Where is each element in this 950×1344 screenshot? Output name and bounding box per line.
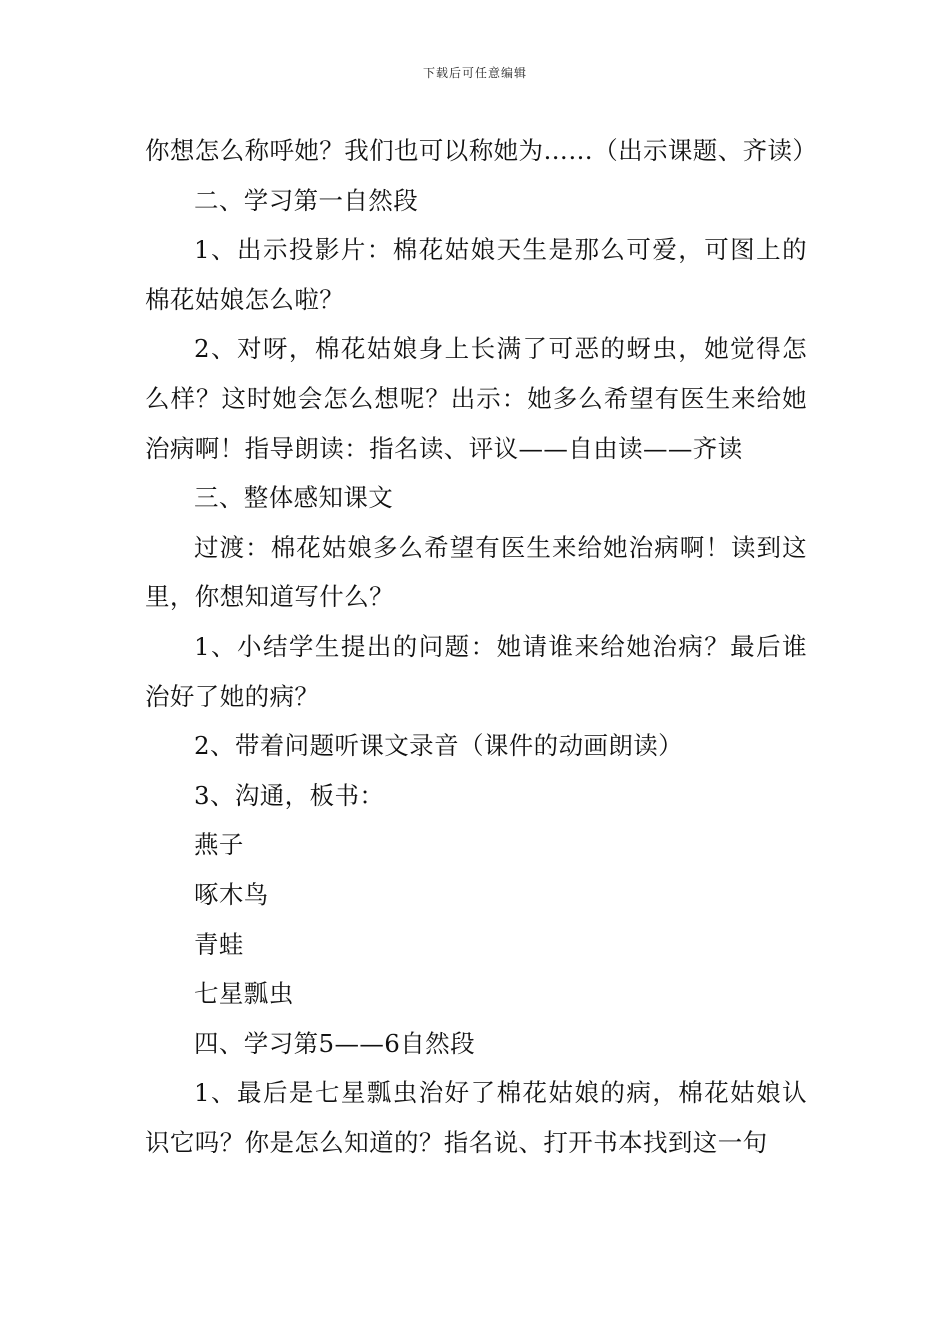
paragraph-transition: 过渡：棉花姑娘多么希望有医生来给她治病啊！读到这里，你想知道写什么？ (145, 532, 807, 612)
paragraph-ladybug-question: 1、最后是七星瓢虫治好了棉花姑娘的病，棉花姑娘认识它吗？你是怎么知道的？指名说、打开书本找到这一句 (145, 1078, 807, 1157)
paragraph-step-1: 1、出示投影片：棉花姑娘天生是那么可爱，可图上的棉花姑娘怎么啦？ (145, 235, 807, 314)
section-heading-3: 三、整体感知课文 (194, 483, 394, 513)
board-item-swallow: 燕子 (194, 830, 244, 860)
section-heading-4: 四、学习第5——6自然段 (194, 1028, 475, 1058)
board-item-frog: 青蛙 (194, 929, 244, 959)
section-heading-2: 二、学习第一自然段 (194, 185, 419, 215)
document-body (145, 126, 818, 1167)
paragraph-intro-question: 你想怎么称呼她？我们也可以称她为……（出示课题、齐读） (145, 136, 818, 165)
paragraph-listen-audio: 2、带着问题听课文录音（课件的动画朗读） (194, 731, 684, 761)
paragraph-step-2: 2、对呀，棉花姑娘身上长满了可恶的蚜虫，她觉得怎么样？这时她会怎么想呢？出示：她多么希望有医生来给她治病啊！指导朗读：指名读、评议——自由读——齐读 (145, 334, 807, 463)
paragraph-summary-question: 1、小结学生提出的问题：她请谁来给她治病？最后谁治好了她的病？ (145, 631, 807, 711)
paragraph-board-writing: 3、沟通，板书： (194, 780, 385, 810)
board-item-woodpecker: 啄木鸟 (194, 879, 269, 909)
page-header: 下载后可任意编辑 (422, 66, 527, 80)
board-item-ladybug: 七星瓢虫 (194, 979, 294, 1009)
